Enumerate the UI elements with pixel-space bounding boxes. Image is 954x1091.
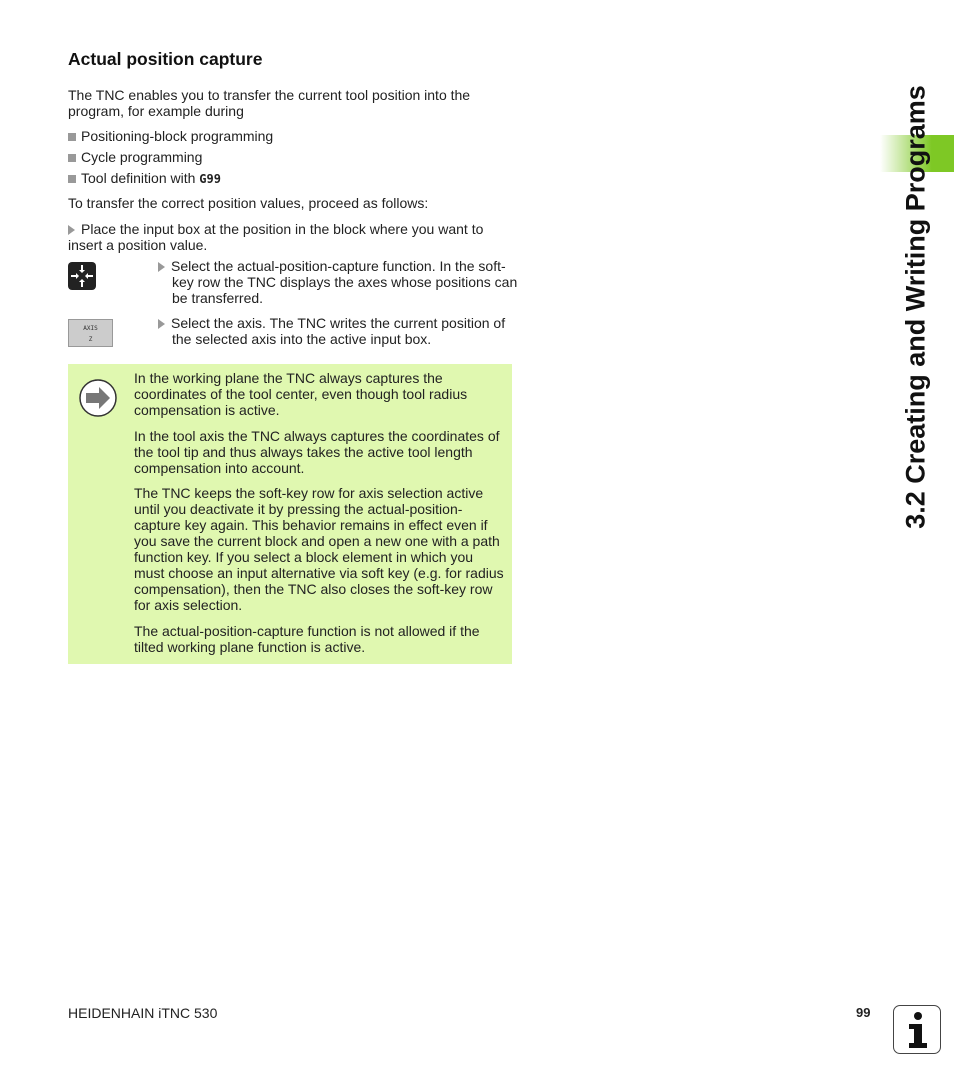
footer-product: HEIDENHAIN iTNC 530 [68, 1005, 218, 1021]
bullet-item: Positioning-block programming [68, 128, 273, 144]
note-box [68, 364, 512, 664]
section-title: Actual position capture [68, 49, 263, 69]
actual-position-capture-key-icon [68, 262, 96, 290]
note-paragraph: The TNC keeps the soft-key row for axis selection active until you deactivate it by pressing the actual-position-capture key again. This behavior remains in effect even if you save the current block and open a new one with a path function key. If you select a block element in which you must choose an input alternative via soft key (e.g. for radius compensation), then the TNC also closes the soft-key row for axis selection. [134, 485, 504, 613]
note-paragraph: In the working plane the TNC always captures the coordinates of the tool center, even though tool radius compensation is active. [134, 370, 468, 418]
square-bullet-icon [68, 175, 76, 183]
intro-text: The TNC enables you to transfer the current tool position into the program, for example during [68, 87, 471, 119]
triangle-bullet-icon [158, 262, 165, 272]
bullet-item: Cycle programming [68, 149, 202, 165]
step-1: Place the input box at the position in the block where you want to insert a position value. [68, 221, 484, 253]
note-paragraph: The actual-position-capture function is not allowed if the tilted working plane function is active. [134, 623, 480, 655]
page-number: 99 [856, 1005, 871, 1020]
step-2: Select the actual-position-capture function. In the soft-key row the TNC displays the axes whose positions can be transferred. [158, 258, 527, 306]
triangle-bullet-icon [158, 319, 165, 329]
triangle-bullet-icon [68, 225, 75, 235]
arrow-right-circle-icon [78, 378, 118, 421]
bullet-item: Tool definition with G99 [68, 170, 221, 187]
note-paragraph: In the tool axis the TNC always captures the coordinates of the tool tip and thus always takes the active tool length compensation into account. [134, 428, 500, 476]
transfer-intro: To transfer the correct position values, proceed as follows: [68, 195, 429, 211]
square-bullet-icon [68, 154, 76, 162]
square-bullet-icon [68, 133, 76, 141]
code-g99: G99 [199, 172, 221, 186]
chapter-title: 3.2 Creating and Writing Programs [900, 85, 931, 529]
softkey-axis-z: AXIS Z [68, 319, 113, 347]
step-3: Select the axis. The TNC writes the current position of the selected axis into the active input box. [158, 315, 527, 347]
info-icon [893, 1005, 941, 1054]
